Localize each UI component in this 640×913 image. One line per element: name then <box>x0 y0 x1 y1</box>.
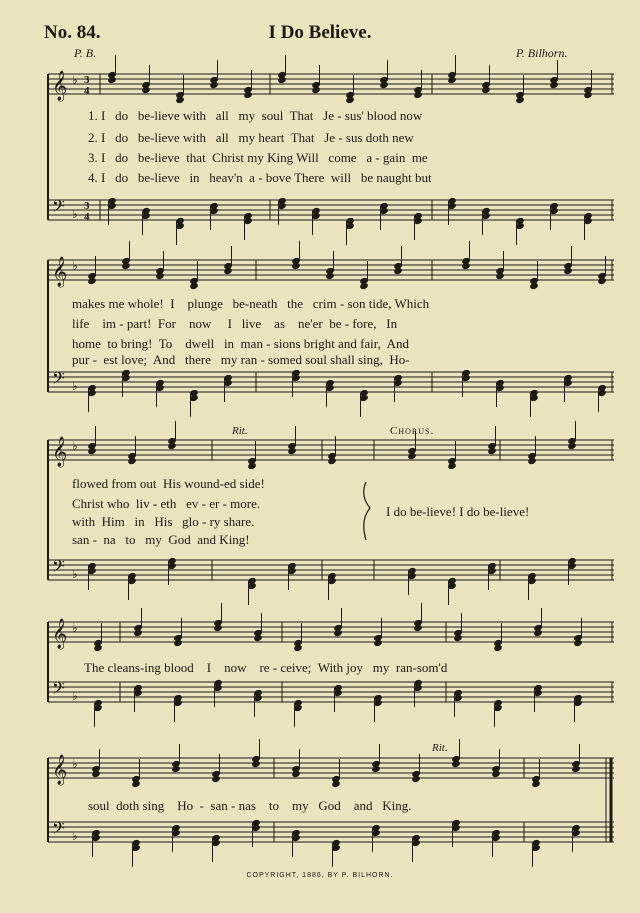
time-signature: 3 <box>84 200 90 212</box>
verse-3-line-3: with Him in His glo - ry share. <box>72 514 255 529</box>
bass-clef: 𝄢 <box>52 678 65 702</box>
ritardando-mark: Rit. <box>232 425 248 437</box>
treble-clef: 𝄞 <box>52 755 68 785</box>
time-signature: 4 <box>84 85 90 97</box>
verse-3-line-1: 3. I do be-lieve that Christ my King Will come a - gain me <box>88 150 428 165</box>
verse-brace <box>364 482 370 540</box>
bass-clef: 𝄢 <box>52 818 65 842</box>
verse-2-line-3: Christ who liv - eth ev - er - more. <box>72 496 261 511</box>
hymn-title: I Do Believe. <box>268 22 372 43</box>
bass-clef: 𝄢 <box>52 368 65 392</box>
time-signature: 4 <box>84 211 90 223</box>
flat-key-signature: ♭ <box>72 439 78 453</box>
bass-clef: 𝄢 <box>52 556 65 580</box>
flat-key-signature: ♭ <box>72 207 78 221</box>
treble-clef: 𝄞 <box>52 437 68 467</box>
verse-1-line-3: flowed from out His wound-ed side! <box>72 476 265 491</box>
bass-clef: 𝄢 <box>52 196 65 220</box>
verse-4-line-3: san - na to my God and King! <box>72 532 250 547</box>
verse-4-line-1: 4. I do be-lieve in heav'n a - bove There will be naught but <box>88 170 432 185</box>
flat-key-signature: ♭ <box>72 259 78 273</box>
words-credit: P. B. <box>74 46 97 60</box>
chorus-line-2: soul doth sing Ho - san - nas to my God and King. <box>88 798 412 813</box>
flat-key-signature: ♭ <box>72 73 78 87</box>
flat-key-signature: ♭ <box>72 757 78 771</box>
chorus-line-1: The cleans-ing blood I now re - ceive; With joy my ran-som'd <box>84 660 448 675</box>
chorus-label: Chorus. <box>390 425 435 437</box>
chorus-lyric: I do be-lieve! I do be-lieve! <box>386 504 530 519</box>
verse-2-line-2: life im - part! For now I live as ne'er be - fore, In <box>72 316 398 331</box>
music-credit: P. Bilhorn. <box>516 46 568 60</box>
hymn-number: No. 84. <box>44 22 101 43</box>
flat-key-signature: ♭ <box>72 689 78 703</box>
verse-4-line-2: pur - est love; And there my ran - somed soul shall sing, Ho- <box>72 352 410 367</box>
treble-clef: 𝄞 <box>52 619 68 649</box>
copyright-notice: COPYRIGHT, 1886, BY P. BILHORN. <box>246 872 394 879</box>
flat-key-signature: ♭ <box>72 621 78 635</box>
flat-key-signature: ♭ <box>72 379 78 393</box>
verse-1-line-1: 1. I do be-lieve with all my soul That Je - sus' blood now <box>88 108 423 123</box>
verse-3-line-2: home to bring! To dwell in man - sions bright and fair, And <box>72 336 410 351</box>
verse-1-line-2: makes me whole! I plunge be-neath the crim - son tide, Which <box>72 296 430 311</box>
verse-2-line-1: 2. I do be-lieve with all my heart That Je - sus doth new <box>88 130 414 145</box>
treble-clef: 𝄞 <box>52 71 68 101</box>
treble-clef: 𝄞 <box>52 257 68 287</box>
flat-key-signature: ♭ <box>72 829 78 843</box>
time-signature: 3 <box>84 74 90 86</box>
flat-key-signature: ♭ <box>72 567 78 581</box>
ritardando-mark-2: Rit. <box>432 742 448 754</box>
